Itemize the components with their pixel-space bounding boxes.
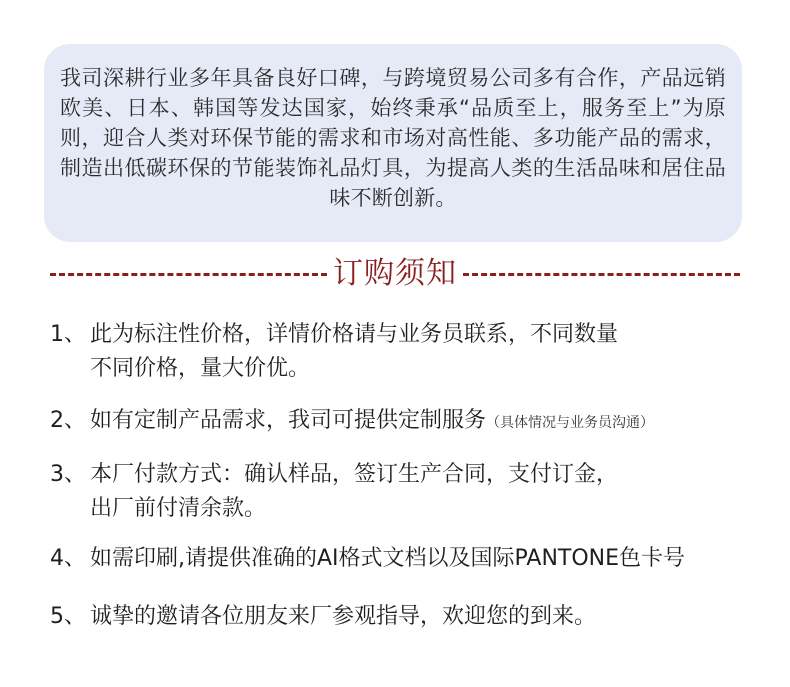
notice-number: 5、 xyxy=(50,604,86,629)
intro-box xyxy=(44,44,742,242)
notice-text-line1: 此为标注性价格，详情价格请与业务员联系，不同数量 xyxy=(90,322,619,347)
notice-item-4 xyxy=(50,542,685,576)
notice-text-line1: 本厂付款方式：确认样品，签订生产合同，支付订金， xyxy=(90,462,619,487)
notice-text-line1: 诚挚的邀请各位朋友来厂参观指导，欢迎您的到来。 xyxy=(90,604,597,629)
right-dash-line xyxy=(463,273,740,276)
notice-text-line1 xyxy=(90,404,654,440)
section-title: 订购须知 xyxy=(333,256,457,291)
notice-text-line1: 如需印刷,请提供准确的AI格式文档以及国际PANTONE色卡号 xyxy=(90,546,686,571)
notice-main-text: 如有定制产品需求，我司可提供定制服务 xyxy=(90,408,487,433)
intro-text: 我司深耕行业多年具备良好口碑，与跨境贸易公司多有合作，产品远销欧美、日本、韩国等发达国家，始终秉承“品质至上，服务至上”为原则，迎合人类对环保节能的需求和市场对高性能、多功能产品的需求，制造出低碳环保的节能装饰礼品灯具，为提高人类的生活品味和居住品味不断创新。 xyxy=(60,66,726,210)
notice-item-1 xyxy=(50,318,618,386)
notice-note: （具体情况与业务员沟通） xyxy=(486,415,655,431)
notice-text-line2: 不同价格，量大价优。 xyxy=(90,356,311,381)
left-dash-line xyxy=(50,273,327,276)
notice-item-5 xyxy=(50,600,596,634)
notice-number: 1、 xyxy=(50,322,86,347)
section-divider xyxy=(50,252,740,296)
notice-number: 4、 xyxy=(50,546,86,571)
notice-number: 3、 xyxy=(50,462,86,487)
notice-item-3 xyxy=(50,458,618,526)
notice-number: 2、 xyxy=(50,408,86,433)
notice-text-line2: 出厂前付清余款。 xyxy=(90,496,267,521)
notice-item-2 xyxy=(50,404,654,440)
